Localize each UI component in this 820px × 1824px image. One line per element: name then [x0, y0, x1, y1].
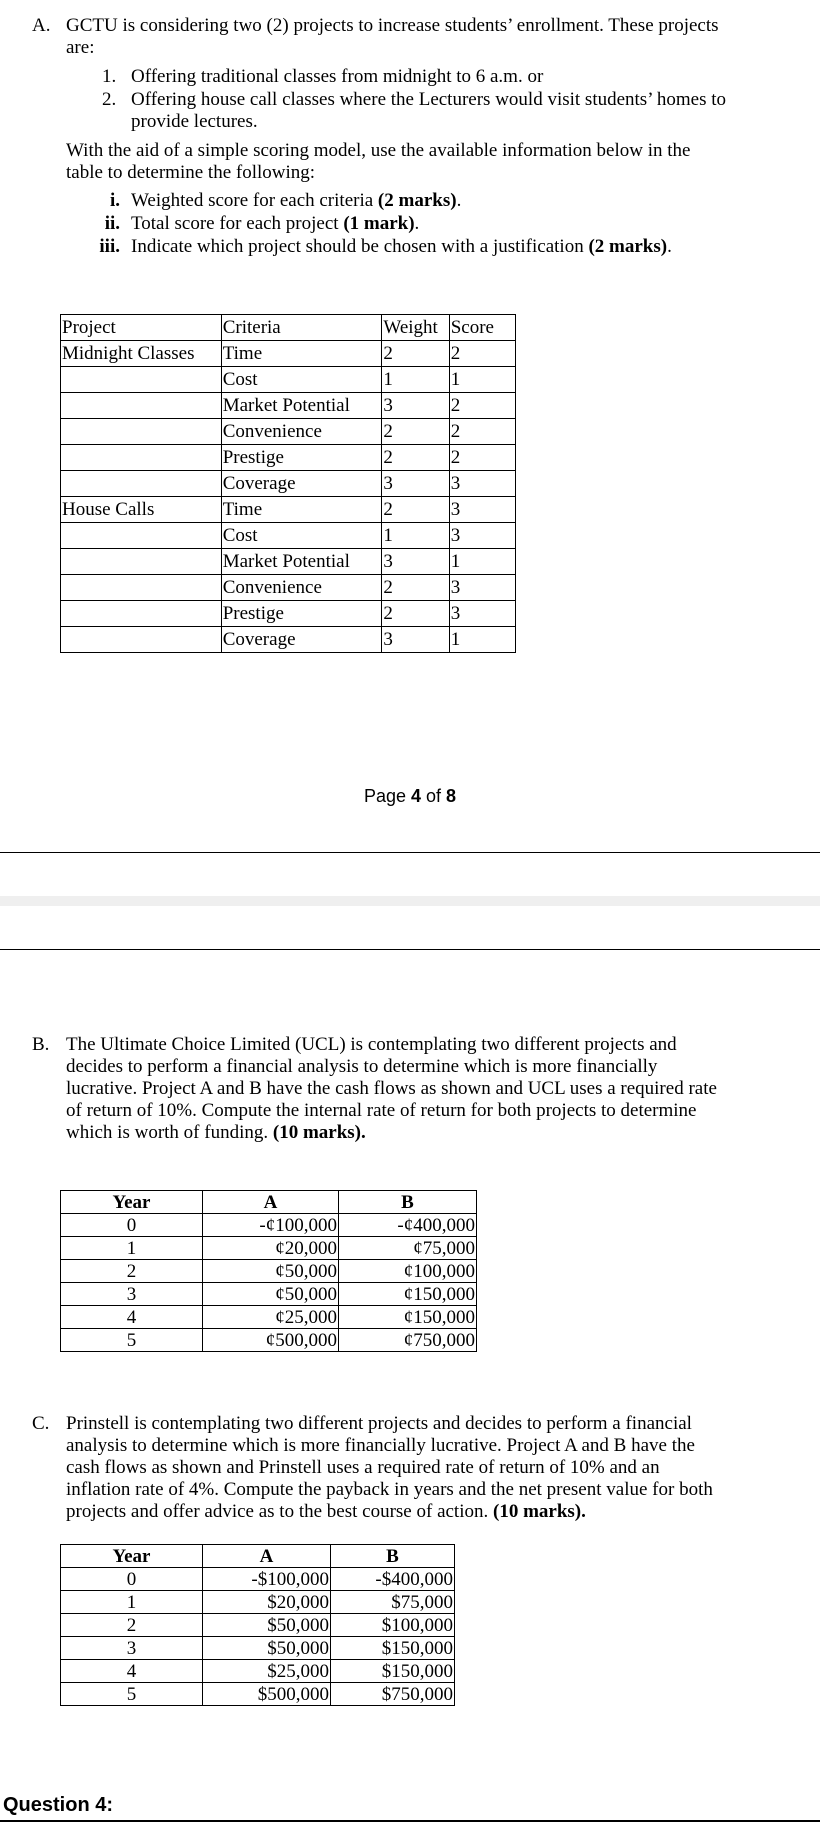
cell-criteria: Prestige: [221, 601, 382, 627]
cell-b: -¢400,000: [339, 1214, 477, 1237]
cell-criteria: Coverage: [221, 471, 382, 497]
section-c-last-line: projects and offer advice as to the best course of action.: [66, 1501, 493, 1522]
cell-weight: 2: [382, 341, 449, 367]
table-row: [61, 341, 516, 367]
section-c-line: inflation rate of 4%. Compute the payback in years and the net present value for both: [66, 1479, 713, 1500]
task-marks: (2 marks): [377, 190, 457, 211]
cell-a: ¢50,000: [203, 1260, 339, 1283]
section-c-period: .: [581, 1501, 586, 1522]
cell-weight: 1: [382, 367, 449, 393]
cell-b: $100,000: [331, 1614, 455, 1637]
cell-criteria: Cost: [221, 367, 382, 393]
cell-a: ¢50,000: [203, 1283, 339, 1306]
table-row: [61, 1329, 477, 1352]
task-text: [131, 213, 419, 235]
heading-rule: [0, 1820, 820, 1822]
cell-a: ¢500,000: [203, 1329, 339, 1352]
cell-project: [61, 445, 222, 471]
cell-year: 1: [61, 1237, 203, 1260]
table-row: [61, 1306, 477, 1329]
cell-a: $20,000: [203, 1591, 331, 1614]
page-total: 8: [446, 786, 457, 806]
cell-project: [61, 419, 222, 445]
task-marks: (2 marks): [588, 236, 668, 257]
cell-b: $150,000: [331, 1637, 455, 1660]
table-row: [61, 1283, 477, 1306]
cell-project: [61, 601, 222, 627]
section-a-intro-line-2: are:: [66, 37, 95, 58]
table-row: [61, 1568, 455, 1591]
option-text: Offering house call classes where the Lecturers would visit students’ homes to: [131, 89, 727, 110]
cell-score: 3: [449, 575, 515, 601]
table-row: [61, 471, 516, 497]
option-number: 1.: [102, 66, 117, 87]
task-period: .: [667, 236, 672, 257]
header-project-a: A: [203, 1191, 339, 1214]
section-b-line: The Ultimate Choice Limited (UCL) is contemplating two different projects and: [66, 1034, 677, 1055]
section-a-intro-line-1: GCTU is considering two (2) projects to increase students’ enrollment. These projects: [66, 15, 719, 36]
task-marks: (1 mark): [343, 213, 415, 234]
header-weight: Weight: [382, 315, 449, 341]
section-b-line: decides to perform a financial analysis to determine which is more financially: [66, 1056, 658, 1077]
cell-project: Midnight Classes: [61, 341, 222, 367]
task-number: ii.: [104, 213, 120, 234]
cell-criteria: Convenience: [221, 575, 382, 601]
cell-score: 2: [449, 341, 515, 367]
cell-criteria: Time: [221, 497, 382, 523]
section-c-letter: C.: [32, 1413, 50, 1434]
cell-weight: 3: [382, 627, 449, 653]
cell-criteria: Prestige: [221, 445, 382, 471]
table-row: [61, 367, 516, 393]
cell-criteria: Convenience: [221, 419, 382, 445]
cell-b: $150,000: [331, 1660, 455, 1683]
cell-year: 1: [61, 1591, 203, 1614]
instruction-line-2: table to determine the following:: [66, 162, 316, 183]
table-header-row: [61, 315, 516, 341]
cell-weight: 1: [382, 523, 449, 549]
table-row: [61, 549, 516, 575]
cell-score: 3: [449, 601, 515, 627]
cell-a: ¢25,000: [203, 1306, 339, 1329]
table-row: [61, 1591, 455, 1614]
table-row: [61, 393, 516, 419]
cell-criteria: Time: [221, 341, 382, 367]
cell-project: [61, 627, 222, 653]
instruction-line-1: With the aid of a simple scoring model, use the available information below in the: [66, 140, 691, 161]
cell-year: 4: [61, 1660, 203, 1683]
task-description: Indicate which project should be chosen with a justification: [131, 236, 589, 257]
table-row: [61, 1637, 455, 1660]
cell-year: 5: [61, 1329, 203, 1352]
table-row: [61, 445, 516, 471]
task-period: .: [456, 190, 462, 211]
cash-flow-table-c: [60, 1544, 455, 1706]
cell-criteria: Cost: [221, 523, 382, 549]
cell-project: [61, 471, 222, 497]
section-b-line: lucrative. Project A and B have the cash flows as shown and UCL uses a required rate: [66, 1078, 717, 1099]
task-description: Total score for each project: [131, 213, 344, 234]
page-number: [0, 785, 820, 807]
section-c-line: [66, 1501, 586, 1523]
cell-score: 1: [449, 367, 515, 393]
cell-weight: 2: [382, 445, 449, 471]
cell-criteria: Market Potential: [221, 393, 382, 419]
cell-b: ¢75,000: [339, 1237, 477, 1260]
cell-year: 2: [61, 1260, 203, 1283]
cell-b: $750,000: [331, 1683, 455, 1706]
cell-weight: 2: [382, 497, 449, 523]
table-row: [61, 601, 516, 627]
cell-a: ¢20,000: [203, 1237, 339, 1260]
cell-year: 0: [61, 1214, 203, 1237]
question-heading: Question 4:: [3, 1794, 114, 1816]
cell-criteria: Coverage: [221, 627, 382, 653]
cell-year: 2: [61, 1614, 203, 1637]
option-number: 2.: [102, 89, 117, 110]
cell-year: 5: [61, 1683, 203, 1706]
page-of-word: of: [421, 786, 447, 806]
header-project: Project: [61, 315, 222, 341]
header-year: Year: [61, 1191, 203, 1214]
cell-b: ¢150,000: [339, 1283, 477, 1306]
task-description: Weighted score for each criteria: [131, 190, 378, 211]
cell-a: $500,000: [203, 1683, 331, 1706]
table-row: [61, 1214, 477, 1237]
page-divider-top: [0, 852, 820, 853]
section-c-marks: (10 marks): [493, 1501, 582, 1522]
cell-year: 0: [61, 1568, 203, 1591]
cell-project: [61, 549, 222, 575]
table-row: [61, 1260, 477, 1283]
cell-a: -¢100,000: [203, 1214, 339, 1237]
cell-a: $25,000: [203, 1660, 331, 1683]
cell-weight: 2: [382, 601, 449, 627]
page-current: 4: [411, 786, 422, 806]
cell-a: -$100,000: [203, 1568, 331, 1591]
header-score: Score: [449, 315, 515, 341]
cell-score: 2: [449, 445, 515, 471]
cell-weight: 2: [382, 419, 449, 445]
table-row: [61, 419, 516, 445]
cell-project: [61, 523, 222, 549]
table-header-row: [61, 1545, 455, 1568]
section-a-letter: A.: [32, 15, 51, 36]
cell-score: 1: [449, 627, 515, 653]
task-period: .: [414, 213, 420, 234]
page-gap: [0, 896, 820, 906]
section-b-line: [66, 1122, 366, 1144]
header-project-b: B: [339, 1191, 477, 1214]
cell-year: 3: [61, 1283, 203, 1306]
task-number: iii.: [99, 236, 120, 257]
cell-project: House Calls: [61, 497, 222, 523]
cell-a: $50,000: [203, 1614, 331, 1637]
section-c-line: analysis to determine which is more financially lucrative. Project A and B have the: [66, 1435, 695, 1456]
cell-weight: 2: [382, 575, 449, 601]
option-text-continued: provide lectures.: [131, 111, 258, 132]
cell-score: 2: [449, 419, 515, 445]
header-year: Year: [61, 1545, 203, 1568]
cell-b: $75,000: [331, 1591, 455, 1614]
cell-weight: 3: [382, 393, 449, 419]
cell-a: $50,000: [203, 1637, 331, 1660]
page-word: Page: [363, 786, 411, 806]
section-b-last-line: which is worth of funding.: [66, 1122, 273, 1143]
header-project-b: B: [331, 1545, 455, 1568]
section-c-line: cash flows as shown and Prinstell uses a required rate of return of 10% and an: [66, 1457, 660, 1478]
table-row: [61, 627, 516, 653]
cell-project: [61, 367, 222, 393]
cell-b: ¢750,000: [339, 1329, 477, 1352]
cell-year: 4: [61, 1306, 203, 1329]
table-row: [61, 1660, 455, 1683]
cell-b: -$400,000: [331, 1568, 455, 1591]
header-project-a: A: [203, 1545, 331, 1568]
cell-criteria: Market Potential: [221, 549, 382, 575]
scoring-table: [60, 314, 516, 653]
option-text: Offering traditional classes from midnight to 6 a.m. or: [131, 66, 544, 87]
table-row: [61, 1614, 455, 1637]
cell-b: ¢100,000: [339, 1260, 477, 1283]
task-number: i.: [109, 190, 120, 211]
cell-weight: 3: [382, 471, 449, 497]
section-c-line: Prinstell is contemplating two different projects and decides to perform a financial: [66, 1413, 692, 1434]
cell-b: ¢150,000: [339, 1306, 477, 1329]
cash-flow-table-b: [60, 1190, 477, 1352]
cell-score: 1: [449, 549, 515, 575]
cell-score: 2: [449, 393, 515, 419]
cell-project: [61, 575, 222, 601]
task-text: [131, 190, 461, 212]
cell-year: 3: [61, 1637, 203, 1660]
header-criteria: Criteria: [221, 315, 382, 341]
section-b-marks: (10 marks): [272, 1122, 362, 1143]
cell-weight: 3: [382, 549, 449, 575]
section-b-line: of return of 10%. Compute the internal rate of return for both projects to determine: [66, 1100, 697, 1121]
table-row: [61, 575, 516, 601]
table-row: [61, 1683, 455, 1706]
section-b-period: .: [361, 1122, 366, 1143]
cell-project: [61, 393, 222, 419]
task-text: [131, 236, 672, 258]
cell-score: 3: [449, 523, 515, 549]
table-row: [61, 523, 516, 549]
page-divider-bottom: [0, 949, 820, 950]
section-b-letter: B.: [32, 1034, 50, 1055]
table-row: [61, 497, 516, 523]
table-row: [61, 1237, 477, 1260]
table-header-row: [61, 1191, 477, 1214]
cell-score: 3: [449, 497, 515, 523]
cell-score: 3: [449, 471, 515, 497]
